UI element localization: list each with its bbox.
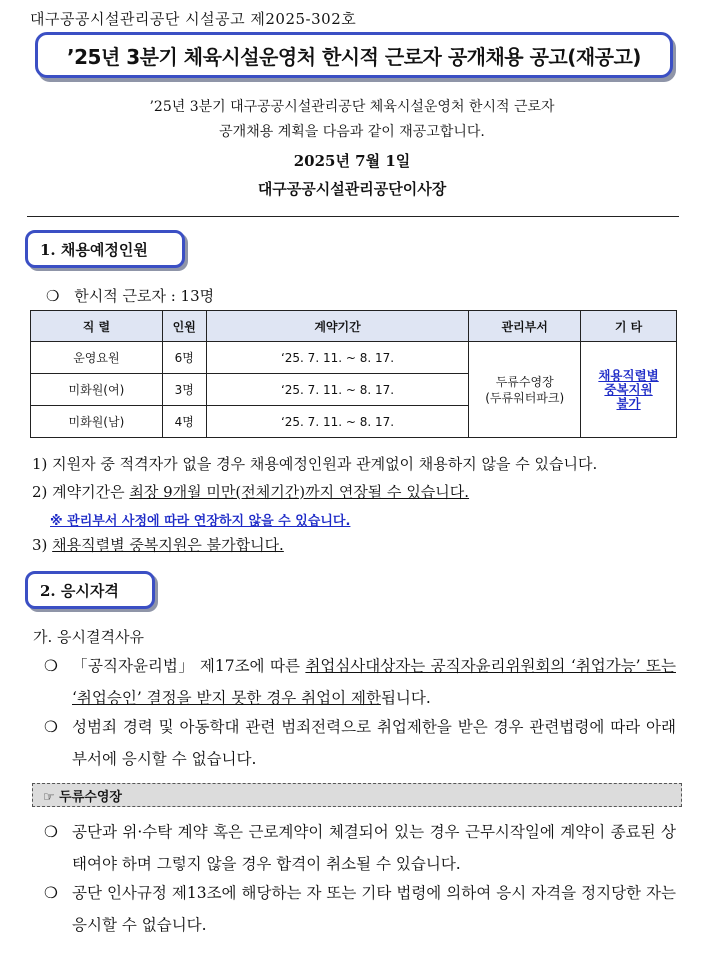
cell-position: 미화원(여)	[31, 374, 163, 406]
bullet-item	[44, 816, 676, 880]
cell-etc: 채용직렬별 중복지원 불가	[581, 342, 677, 438]
note-2-underlined: 최장 9개월 미만(전체기간)까지 연장될 수 있습니다.	[129, 483, 470, 501]
cell-department: 두류수영장 (두류워터파크)	[469, 342, 581, 438]
note-2	[32, 481, 469, 502]
hiring-table	[30, 310, 677, 438]
circle-bullet-icon: ❍	[44, 823, 58, 841]
header-department: 관리부서	[469, 311, 581, 342]
department-bar: ☞ 두류수영장	[32, 783, 682, 807]
header-period: 계약기간	[206, 311, 469, 342]
page-title-text: ’25년 3분기 체육시설운영처 한시적 근로자 공개채용 공고(재공고)	[67, 44, 641, 69]
bullet-1-text-a: 「공직자윤리법」 제17조에 따른	[72, 657, 306, 675]
bullet-4-text: 공단 인사규정 제13조에 해당하는 자 또는 기타 법령에 의하여 응시 자격을 정지당한 자는 응시할 수 없습니다.	[72, 884, 676, 934]
bullet-3-text: 공단과 위·수탁 계약 혹은 근로계약이 체결되어 있는 경우 근무시작일에 계약이 종료된 상태여야 하며 그렇지 않을 경우 합격이 취소될 수 있습니다.	[72, 823, 676, 873]
people-count-line	[46, 285, 214, 306]
circle-bullet-icon: ❍	[44, 657, 58, 675]
notice-date: 2025년 7월 1일	[293, 152, 411, 170]
header-position: 직 렬	[31, 311, 163, 342]
bullet-item	[44, 650, 676, 714]
intro-line-2: 공개채용 계획을 다음과 같이 재공고합니다.	[219, 124, 485, 140]
table-row	[31, 342, 677, 374]
bullet-1-underlined: 취업심사대상자는 공직자윤리위원회의 ‘취업가능’ 또는 ‘취업승인’ 결정을 받지 못한 경우 취업이 제한	[72, 657, 676, 707]
cell-count: 3명	[162, 374, 206, 406]
sub-heading-disqualification: 가. 응시결격사유	[33, 628, 144, 646]
section-heading-hiring-count: 1. 채용예정인원	[25, 230, 185, 268]
cell-position: 운영요원	[31, 342, 163, 374]
page-title	[35, 32, 673, 78]
note-2-sub: ※ 관리부서 사정에 따라 연장하지 않을 수 있습니다.	[50, 514, 351, 529]
bullet-item	[44, 877, 676, 941]
issuer-name: 대구공공시설관리공단이사장	[257, 180, 447, 198]
circle-bullet-icon: ❍	[46, 287, 60, 305]
header-count: 인원	[162, 311, 206, 342]
bullet-item	[44, 711, 676, 775]
note-3	[32, 534, 284, 555]
header-etc: 기 타	[581, 311, 677, 342]
circle-bullet-icon: ❍	[44, 884, 58, 902]
cell-period: ‘25. 7. 11. ~ 8. 17.	[206, 406, 469, 438]
intro-line-1: ’25년 3분기 대구공공시설관리공단 체육시설운영처 한시적 근로자	[149, 99, 555, 115]
circle-bullet-icon: ❍	[44, 718, 58, 736]
cell-period: ‘25. 7. 11. ~ 8. 17.	[206, 374, 469, 406]
divider	[27, 216, 679, 217]
section-heading-qualification: 2. 응시자격	[25, 571, 155, 609]
cell-position: 미화원(남)	[31, 406, 163, 438]
note-3-underlined: 채용직렬별 중복지원은 불가합니다.	[52, 536, 284, 554]
cell-count: 6명	[162, 342, 206, 374]
bullet-2-text: 성범죄 경력 및 아동학대 관련 범죄전력으로 취업제한을 받은 경우 관련법령에 따라 아래 부서에 응시할 수 없습니다.	[72, 718, 676, 768]
table-header-row	[31, 311, 677, 342]
note-1: 1) 지원자 중 적격자가 없을 경우 채용예정인원과 관계없이 채용하지 않을 수 있습니다.	[32, 455, 598, 473]
note-2-prefix: 2) 계약기간은	[32, 483, 130, 501]
notice-number: 대구공공시설관리공단 시설공고 제2025-302호	[30, 10, 357, 28]
cell-count: 4명	[162, 406, 206, 438]
bullet-1-text-b: 됩니다.	[380, 689, 431, 707]
people-count-text: 한시적 근로자 : 13명	[74, 287, 215, 305]
note-3-prefix: 3)	[32, 536, 53, 554]
cell-period: ‘25. 7. 11. ~ 8. 17.	[206, 342, 469, 374]
